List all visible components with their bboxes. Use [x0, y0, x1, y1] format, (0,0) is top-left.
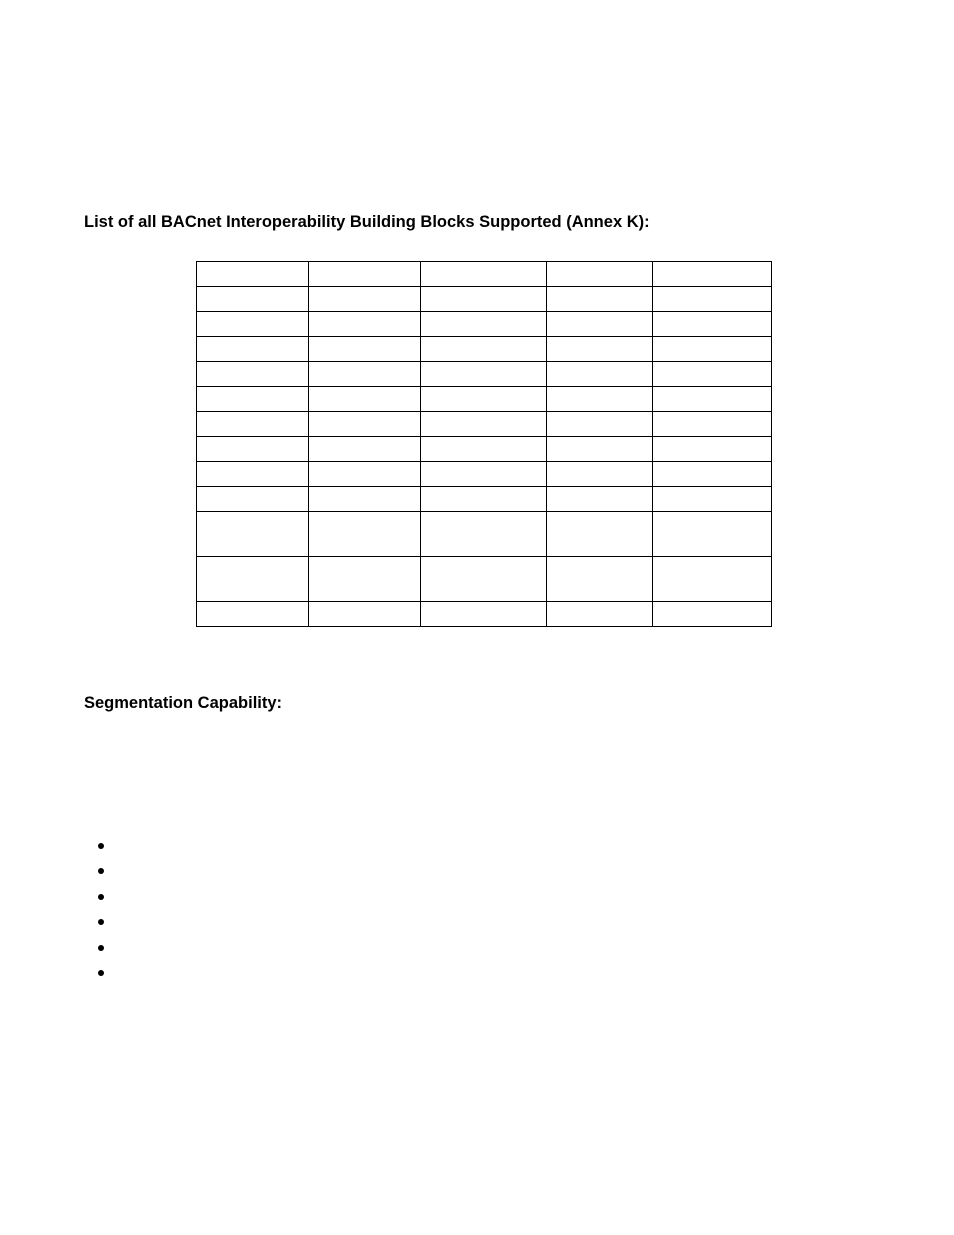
- table-row: [197, 487, 772, 512]
- table-cell: [197, 312, 309, 337]
- segmentation-bullet-list: [84, 834, 484, 986]
- table-cell: [421, 462, 547, 487]
- table-row: [197, 337, 772, 362]
- bullet-icon: [98, 843, 104, 849]
- table-cell: [309, 437, 421, 462]
- table-cell: [421, 512, 547, 557]
- table-cell: [547, 462, 653, 487]
- table-cell: [653, 362, 772, 387]
- table-cell: [197, 412, 309, 437]
- table-cell: [547, 487, 653, 512]
- segmentation-heading: Segmentation Capability:: [84, 694, 283, 712]
- table-cell: [197, 362, 309, 387]
- table-row: [197, 362, 772, 387]
- table-row: [197, 312, 772, 337]
- table-cell: [653, 312, 772, 337]
- table-cell: [309, 262, 421, 287]
- table-row: [197, 287, 772, 312]
- table-cell: [421, 362, 547, 387]
- table-cell: [653, 287, 772, 312]
- table-cell: [547, 557, 653, 602]
- bibbs-table: [196, 261, 772, 627]
- table-cell: [309, 362, 421, 387]
- table-cell: [309, 287, 421, 312]
- table-cell: [309, 512, 421, 557]
- table-cell: [421, 287, 547, 312]
- table-row: [197, 557, 772, 602]
- table-cell: [547, 437, 653, 462]
- table-cell: [547, 312, 653, 337]
- table-cell: [421, 262, 547, 287]
- table-cell: [421, 387, 547, 412]
- table-row: [197, 437, 772, 462]
- bullet-icon: [98, 919, 104, 925]
- bullet-icon: [98, 970, 104, 976]
- table-cell: [421, 337, 547, 362]
- table-cell: [309, 487, 421, 512]
- table-row: [197, 602, 772, 627]
- table-cell: [421, 602, 547, 627]
- list-item: [84, 910, 484, 935]
- table-cell: [653, 437, 772, 462]
- table-cell: [421, 312, 547, 337]
- table-cell: [309, 602, 421, 627]
- list-item: [84, 961, 484, 986]
- table-cell: [547, 262, 653, 287]
- table-cell: [547, 412, 653, 437]
- table-cell: [653, 462, 772, 487]
- table-cell: [547, 602, 653, 627]
- table-cell: [197, 437, 309, 462]
- table-cell: [653, 512, 772, 557]
- bullet-icon: [98, 894, 104, 900]
- table-cell: [653, 262, 772, 287]
- table-cell: [197, 602, 309, 627]
- table-cell: [653, 387, 772, 412]
- list-item: [84, 885, 484, 910]
- table-cell: [653, 337, 772, 362]
- table-cell: [421, 487, 547, 512]
- table-cell: [197, 262, 309, 287]
- list-item: [84, 859, 484, 884]
- table-row: [197, 412, 772, 437]
- bibbs-heading: List of all BACnet Interoperability Building Blocks Supported (Annex K):: [84, 213, 650, 231]
- table-cell: [421, 557, 547, 602]
- table-cell: [197, 287, 309, 312]
- list-item: [84, 936, 484, 961]
- table-cell: [197, 337, 309, 362]
- table-cell: [309, 557, 421, 602]
- table-cell: [197, 512, 309, 557]
- table-cell: [309, 387, 421, 412]
- table-row: [197, 262, 772, 287]
- table-cell: [653, 557, 772, 602]
- table-row: [197, 387, 772, 412]
- table-row: [197, 462, 772, 487]
- table-cell: [653, 487, 772, 512]
- table-cell: [309, 337, 421, 362]
- bullet-icon: [98, 868, 104, 874]
- table-cell: [197, 487, 309, 512]
- bullet-icon: [98, 945, 104, 951]
- table-cell: [309, 412, 421, 437]
- table-cell: [547, 387, 653, 412]
- table-cell: [309, 462, 421, 487]
- table-cell: [197, 557, 309, 602]
- table-cell: [653, 602, 772, 627]
- table-cell: [547, 337, 653, 362]
- table-cell: [197, 462, 309, 487]
- table-cell: [197, 387, 309, 412]
- table-cell: [421, 412, 547, 437]
- list-item: [84, 834, 484, 859]
- table-cell: [653, 412, 772, 437]
- table-cell: [309, 312, 421, 337]
- table-cell: [547, 512, 653, 557]
- table-cell: [547, 287, 653, 312]
- bibbs-table-body: [197, 262, 772, 627]
- table-cell: [421, 437, 547, 462]
- table-cell: [547, 362, 653, 387]
- table-row: [197, 512, 772, 557]
